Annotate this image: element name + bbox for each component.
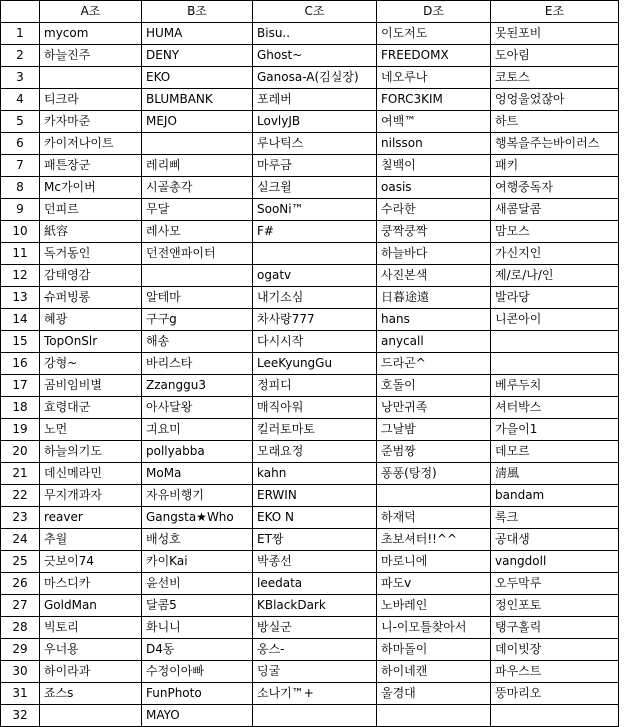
group-d-cell: 낭만귀족 [377,397,491,419]
header-group-b: B조 [142,1,253,23]
group-d-cell: 드라곤^ [377,353,491,375]
group-d-cell: 노바레인 [377,595,491,617]
row-number: 31 [1,683,40,705]
group-c-cell: Ganosa-A(김실장) [253,67,377,89]
header-group-e: E조 [491,1,619,23]
row-number: 32 [1,705,40,727]
header-corner [1,1,40,23]
table-row [1,375,619,397]
group-b-cell: D4동 [142,639,253,661]
group-b-cell: MAYO [142,705,253,727]
header-row [1,1,619,23]
group-d-cell: 니-이모틀찾아서 [377,617,491,639]
table-row [1,485,619,507]
group-c-cell: ET짱 [253,529,377,551]
table-row [1,221,619,243]
group-e-cell: 패키 [491,155,619,177]
group-b-cell: Zzanggu3 [142,375,253,397]
group-c-cell: 소나기™+ [253,683,377,705]
group-d-cell: hans [377,309,491,331]
row-number: 4 [1,89,40,111]
group-c-cell [253,705,377,727]
group-b-cell: BLUMBANK [142,89,253,111]
row-number: 28 [1,617,40,639]
table-row [1,419,619,441]
group-e-cell: 엉엉울었잖아 [491,89,619,111]
group-a-cell: 紙容 [40,221,142,243]
group-a-cell: Mc가이버 [40,177,142,199]
group-a-cell: 우너용 [40,639,142,661]
group-c-cell: 실크윌 [253,177,377,199]
table-row [1,177,619,199]
table-row [1,661,619,683]
table-row [1,287,619,309]
group-e-cell: 오두막루 [491,573,619,595]
row-number: 2 [1,45,40,67]
group-e-cell: 새콤달콤 [491,199,619,221]
row-number: 24 [1,529,40,551]
group-a-cell: 하늘의기도 [40,441,142,463]
group-b-cell: 던전앤파이터 [142,243,253,265]
group-e-cell: 셔터박스 [491,397,619,419]
group-e-cell: 가신지인 [491,243,619,265]
group-b-cell: 자유비행기 [142,485,253,507]
table-header [1,1,619,23]
group-d-cell: 파도v [377,573,491,595]
group-d-cell: 울경대 [377,683,491,705]
group-b-cell: 달콤5 [142,595,253,617]
table-row [1,463,619,485]
row-number: 15 [1,331,40,353]
group-c-cell: KBlackDark [253,595,377,617]
row-number: 12 [1,265,40,287]
group-d-cell [377,705,491,727]
group-b-cell: Gangsta★Who [142,507,253,529]
group-c-cell: leedata [253,573,377,595]
table-row [1,67,619,89]
group-b-cell: 레리삐 [142,155,253,177]
row-number: 1 [1,23,40,45]
group-a-cell: 하늘진주 [40,45,142,67]
group-e-cell: 데모르 [491,441,619,463]
group-d-cell: 퐁퐁(탕정) [377,463,491,485]
group-b-cell: FunPhoto [142,683,253,705]
group-b-cell: 바리스타 [142,353,253,375]
group-e-cell: 여행중독자 [491,177,619,199]
table-row [1,397,619,419]
group-c-cell: 딩굴 [253,661,377,683]
row-number: 13 [1,287,40,309]
group-d-cell: 쿵짝쿵짝 [377,221,491,243]
row-number: 26 [1,573,40,595]
table-row [1,551,619,573]
group-a-cell: 빅토리 [40,617,142,639]
group-b-cell: MoMa [142,463,253,485]
table-row [1,243,619,265]
group-c-cell: 차사랑777 [253,309,377,331]
group-d-cell: FORC3KIM [377,89,491,111]
row-number: 23 [1,507,40,529]
group-e-cell: 하트 [491,111,619,133]
table-row [1,507,619,529]
row-number: 11 [1,243,40,265]
group-e-cell [491,331,619,353]
row-number: 20 [1,441,40,463]
row-number: 8 [1,177,40,199]
group-a-cell: 카이저나이트 [40,133,142,155]
table-row [1,155,619,177]
group-a-cell [40,705,142,727]
group-c-cell: 정피디 [253,375,377,397]
group-d-cell: 마로니에 [377,551,491,573]
group-c-cell: 루나틱스 [253,133,377,155]
group-a-cell [40,67,142,89]
group-e-cell: 탱구홀릭 [491,617,619,639]
group-a-cell: 곰비임비별 [40,375,142,397]
group-a-cell: 패튼장군 [40,155,142,177]
row-number: 17 [1,375,40,397]
table-row [1,23,619,45]
group-e-cell: 淸風 [491,463,619,485]
group-a-cell: 혜광 [40,309,142,331]
row-number: 25 [1,551,40,573]
group-a-cell: 독거동인 [40,243,142,265]
group-c-cell: 킬러토마토 [253,419,377,441]
group-e-cell: 록크 [491,507,619,529]
group-d-cell: 사진본색 [377,265,491,287]
table-row [1,111,619,133]
table-body [1,23,619,727]
row-number: 10 [1,221,40,243]
group-d-cell: 수라한 [377,199,491,221]
group-b-cell: 윤선비 [142,573,253,595]
group-c-cell: 매직아워 [253,397,377,419]
group-d-cell: anycall [377,331,491,353]
group-a-cell: 무지개과자 [40,485,142,507]
group-a-cell: reaver [40,507,142,529]
group-b-cell: 화니니 [142,617,253,639]
group-c-cell: LovlyJB [253,111,377,133]
group-d-cell: 초보셔터!!^^ [377,529,491,551]
group-b-cell: HUMA [142,23,253,45]
group-a-cell: 추월 [40,529,142,551]
group-d-cell: 하이네캔 [377,661,491,683]
row-number: 7 [1,155,40,177]
group-e-cell: 공대생 [491,529,619,551]
group-e-cell [491,705,619,727]
group-c-cell: F# [253,221,377,243]
group-b-cell: 수정이아빠 [142,661,253,683]
group-c-cell: ERWIN [253,485,377,507]
group-e-cell: 맘모스 [491,221,619,243]
group-c-cell: LeeKyungGu [253,353,377,375]
group-b-cell: 해송 [142,331,253,353]
group-a-cell: 데신메라민 [40,463,142,485]
group-c-cell: Ghost~ [253,45,377,67]
group-e-cell: 정인포토 [491,595,619,617]
group-c-cell: kahn [253,463,377,485]
group-a-cell: 티크라 [40,89,142,111]
group-c-cell: SooNi™ [253,199,377,221]
row-number: 5 [1,111,40,133]
table-row [1,199,619,221]
table-row [1,573,619,595]
header-group-a: A조 [40,1,142,23]
group-b-cell [142,133,253,155]
group-d-cell [377,485,491,507]
group-b-cell: MEJO [142,111,253,133]
group-b-cell: 시골총각 [142,177,253,199]
row-number: 19 [1,419,40,441]
group-b-cell: pollyabba [142,441,253,463]
group-d-cell: oasis [377,177,491,199]
group-e-cell: 니콘아이 [491,309,619,331]
row-number: 14 [1,309,40,331]
group-c-cell: 옹스- [253,639,377,661]
table-row [1,45,619,67]
group-a-cell: mycom [40,23,142,45]
group-e-cell: 제/로/나/인 [491,265,619,287]
group-a-cell: 강형~ [40,353,142,375]
group-c-cell: 방실군 [253,617,377,639]
table-row [1,595,619,617]
group-d-cell: 칠백이 [377,155,491,177]
table-row [1,309,619,331]
group-a-cell: 감태영감 [40,265,142,287]
group-a-cell: 카자마준 [40,111,142,133]
group-d-cell: 그날밤 [377,419,491,441]
group-c-cell: ogatv [253,265,377,287]
group-a-cell: 던피르 [40,199,142,221]
row-number: 21 [1,463,40,485]
group-b-cell: 배성호 [142,529,253,551]
group-c-cell [253,243,377,265]
group-e-cell: 못된포비 [491,23,619,45]
table-row [1,353,619,375]
group-b-cell: 아사달왕 [142,397,253,419]
header-group-d: D조 [377,1,491,23]
row-number: 6 [1,133,40,155]
group-d-cell: 네오루나 [377,67,491,89]
group-b-cell: DENY [142,45,253,67]
group-c-cell: 포레버 [253,89,377,111]
group-d-cell: nilsson [377,133,491,155]
table-row [1,683,619,705]
group-e-cell: 가을이1 [491,419,619,441]
table-row [1,89,619,111]
group-d-cell: 호돌이 [377,375,491,397]
group-d-cell: 여백™ [377,111,491,133]
table-row [1,133,619,155]
group-b-cell [142,265,253,287]
group-b-cell: 레사모 [142,221,253,243]
group-c-cell: 다시시작 [253,331,377,353]
row-number: 18 [1,397,40,419]
group-c-cell: 내기소심 [253,287,377,309]
table-row [1,331,619,353]
group-c-cell: EKO N [253,507,377,529]
group-d-cell: 이도저도 [377,23,491,45]
group-a-cell: 죠스s [40,683,142,705]
group-a-cell: 마스디카 [40,573,142,595]
group-a-cell: 노먼 [40,419,142,441]
table-row [1,441,619,463]
group-a-cell: 효령대군 [40,397,142,419]
group-c-cell: Bisu.. [253,23,377,45]
group-e-cell: 발라당 [491,287,619,309]
group-a-cell: GoldMan [40,595,142,617]
row-number: 30 [1,661,40,683]
row-number: 3 [1,67,40,89]
row-number: 16 [1,353,40,375]
row-number: 22 [1,485,40,507]
header-group-c: C조 [253,1,377,23]
table-row [1,617,619,639]
group-c-cell: 박종선 [253,551,377,573]
group-b-cell: EKO [142,67,253,89]
group-a-cell: 긋보이74 [40,551,142,573]
group-e-cell: vangdoll [491,551,619,573]
group-c-cell: 마루금 [253,155,377,177]
group-a-cell: TopOnSlr [40,331,142,353]
group-e-cell: 베루두치 [491,375,619,397]
row-number: 29 [1,639,40,661]
table-row [1,529,619,551]
group-b-cell: 무달 [142,199,253,221]
row-number: 27 [1,595,40,617]
row-number: 9 [1,199,40,221]
group-b-cell: 구구g [142,309,253,331]
table-row [1,705,619,727]
group-b-cell: 알테마 [142,287,253,309]
table-row [1,265,619,287]
group-b-cell: 카이Kai [142,551,253,573]
group-e-cell: bandam [491,485,619,507]
group-e-cell [491,353,619,375]
table-row [1,639,619,661]
group-e-cell: 코토스 [491,67,619,89]
group-d-cell: FREEDOMX [377,45,491,67]
group-e-cell: 파우스트 [491,661,619,683]
group-e-cell: 도아림 [491,45,619,67]
group-a-cell: 슈퍼빙롱 [40,287,142,309]
group-d-cell: 하마돌이 [377,639,491,661]
group-a-cell: 하이라과 [40,661,142,683]
group-c-cell: 모래요정 [253,441,377,463]
group-e-cell: 데이빗장 [491,639,619,661]
group-d-cell: 日暮途遠 [377,287,491,309]
group-d-cell: 하재덕 [377,507,491,529]
group-b-cell: 긔요미 [142,419,253,441]
group-d-cell: 하늘바다 [377,243,491,265]
group-e-cell: 뚱마리오 [491,683,619,705]
group-e-cell: 행복을주는바이러스 [491,133,619,155]
group-d-cell: 준범짱 [377,441,491,463]
